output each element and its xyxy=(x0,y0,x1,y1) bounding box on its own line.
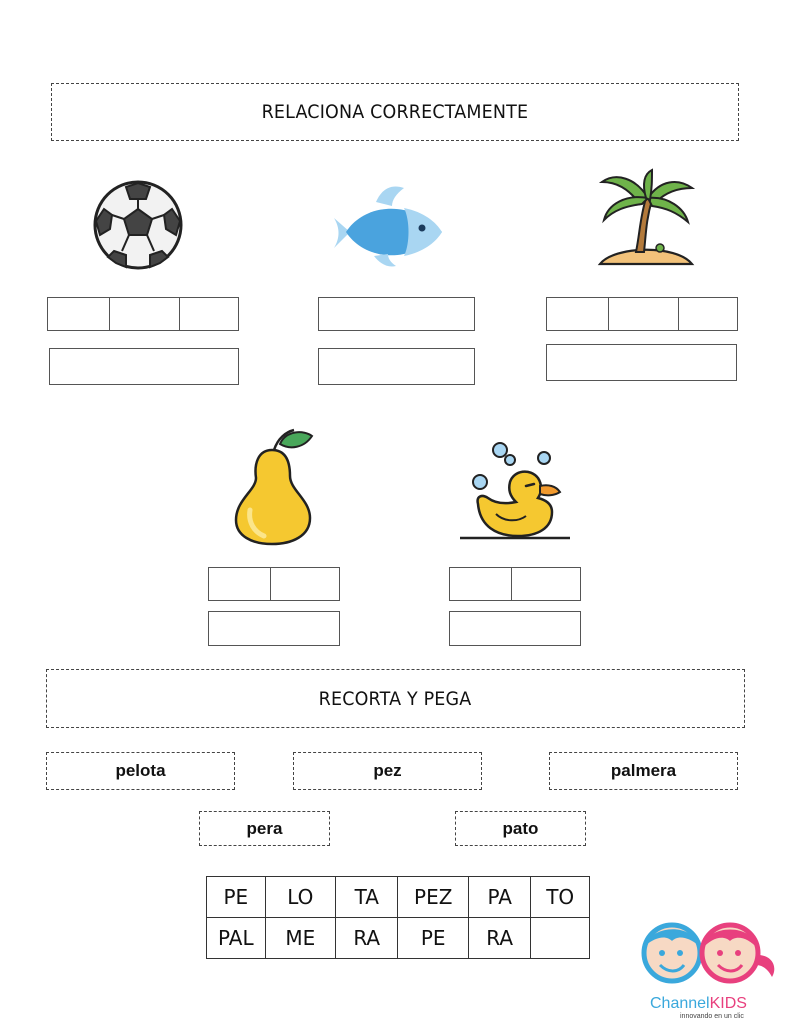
fish-icon xyxy=(330,182,446,270)
syllable-table xyxy=(206,876,590,959)
syllable-cell[interactable]: ME xyxy=(265,918,335,959)
word-card-pez[interactable] xyxy=(293,752,482,790)
table-row xyxy=(207,918,590,959)
table-row xyxy=(207,877,590,918)
pear-icon xyxy=(230,428,316,546)
word-card-pato[interactable] xyxy=(455,811,586,846)
word-answer-box-palmera[interactable] xyxy=(546,344,737,381)
syllable-boxes-pato[interactable] xyxy=(449,567,581,601)
syllable-boxes-pez[interactable] xyxy=(318,297,475,331)
rubber-duck-icon xyxy=(460,440,570,542)
word-answer-box-pez[interactable] xyxy=(318,348,475,385)
syllable-cell[interactable]: TA xyxy=(336,877,398,918)
syllable-cell[interactable]: RA xyxy=(468,918,530,959)
logo-tagline: innovando en un clic xyxy=(680,1013,744,1020)
syllable-cell[interactable] xyxy=(531,918,590,959)
syllable-slot[interactable] xyxy=(271,568,339,600)
syllable-cell[interactable]: PAL xyxy=(207,918,266,959)
word-label: palmera xyxy=(610,761,677,780)
syllable-slot[interactable] xyxy=(609,298,679,330)
title-box-recorta xyxy=(46,669,745,728)
channelkids-logo xyxy=(622,915,790,1023)
syllable-slot[interactable] xyxy=(512,568,580,600)
syllable-boxes-pera[interactable] xyxy=(208,567,340,601)
syllable-cell[interactable]: PA xyxy=(468,877,530,918)
word-label: pato xyxy=(502,818,539,838)
word-card-palmera[interactable] xyxy=(549,752,738,790)
syllable-slot[interactable] xyxy=(48,298,110,330)
soccer-ball-icon xyxy=(92,179,184,271)
logo-brand-part2: KIDS xyxy=(709,995,747,1012)
syllable-cell[interactable]: RA xyxy=(336,918,398,959)
syllable-slot[interactable] xyxy=(679,298,737,330)
syllable-boxes-pelota[interactable] xyxy=(47,297,239,331)
word-card-pera[interactable] xyxy=(199,811,330,846)
word-label: pelota xyxy=(115,761,166,780)
syllable-cell[interactable]: PEZ xyxy=(398,877,469,918)
word-answer-box-pelota[interactable] xyxy=(49,348,239,385)
syllable-slot[interactable] xyxy=(450,568,512,600)
title-box-relaciona xyxy=(51,83,739,141)
kids-faces-icon xyxy=(622,915,790,987)
word-card-pelota[interactable] xyxy=(46,752,235,790)
syllable-cell[interactable]: TO xyxy=(531,877,590,918)
syllable-slot[interactable] xyxy=(209,568,271,600)
word-answer-box-pato[interactable] xyxy=(449,611,581,646)
logo-brand-part1: Channel xyxy=(650,995,710,1012)
syllable-slot[interactable] xyxy=(319,298,474,330)
palm-tree-icon xyxy=(596,168,696,268)
page-title: RELACIONA CORRECTAMENTE xyxy=(261,101,529,123)
syllable-boxes-palmera[interactable] xyxy=(546,297,738,331)
word-label: pez xyxy=(373,761,402,780)
section-title: RECORTA Y PEGA xyxy=(319,687,472,710)
word-label: pera xyxy=(246,818,283,838)
syllable-cell[interactable]: LO xyxy=(265,877,335,918)
syllable-slot[interactable] xyxy=(110,298,180,330)
syllable-cell[interactable]: PE xyxy=(398,918,469,959)
logo-wordmark xyxy=(650,995,747,1013)
word-answer-box-pera[interactable] xyxy=(208,611,340,646)
syllable-slot[interactable] xyxy=(180,298,238,330)
syllable-slot[interactable] xyxy=(547,298,609,330)
syllable-cell[interactable]: PE xyxy=(207,877,266,918)
